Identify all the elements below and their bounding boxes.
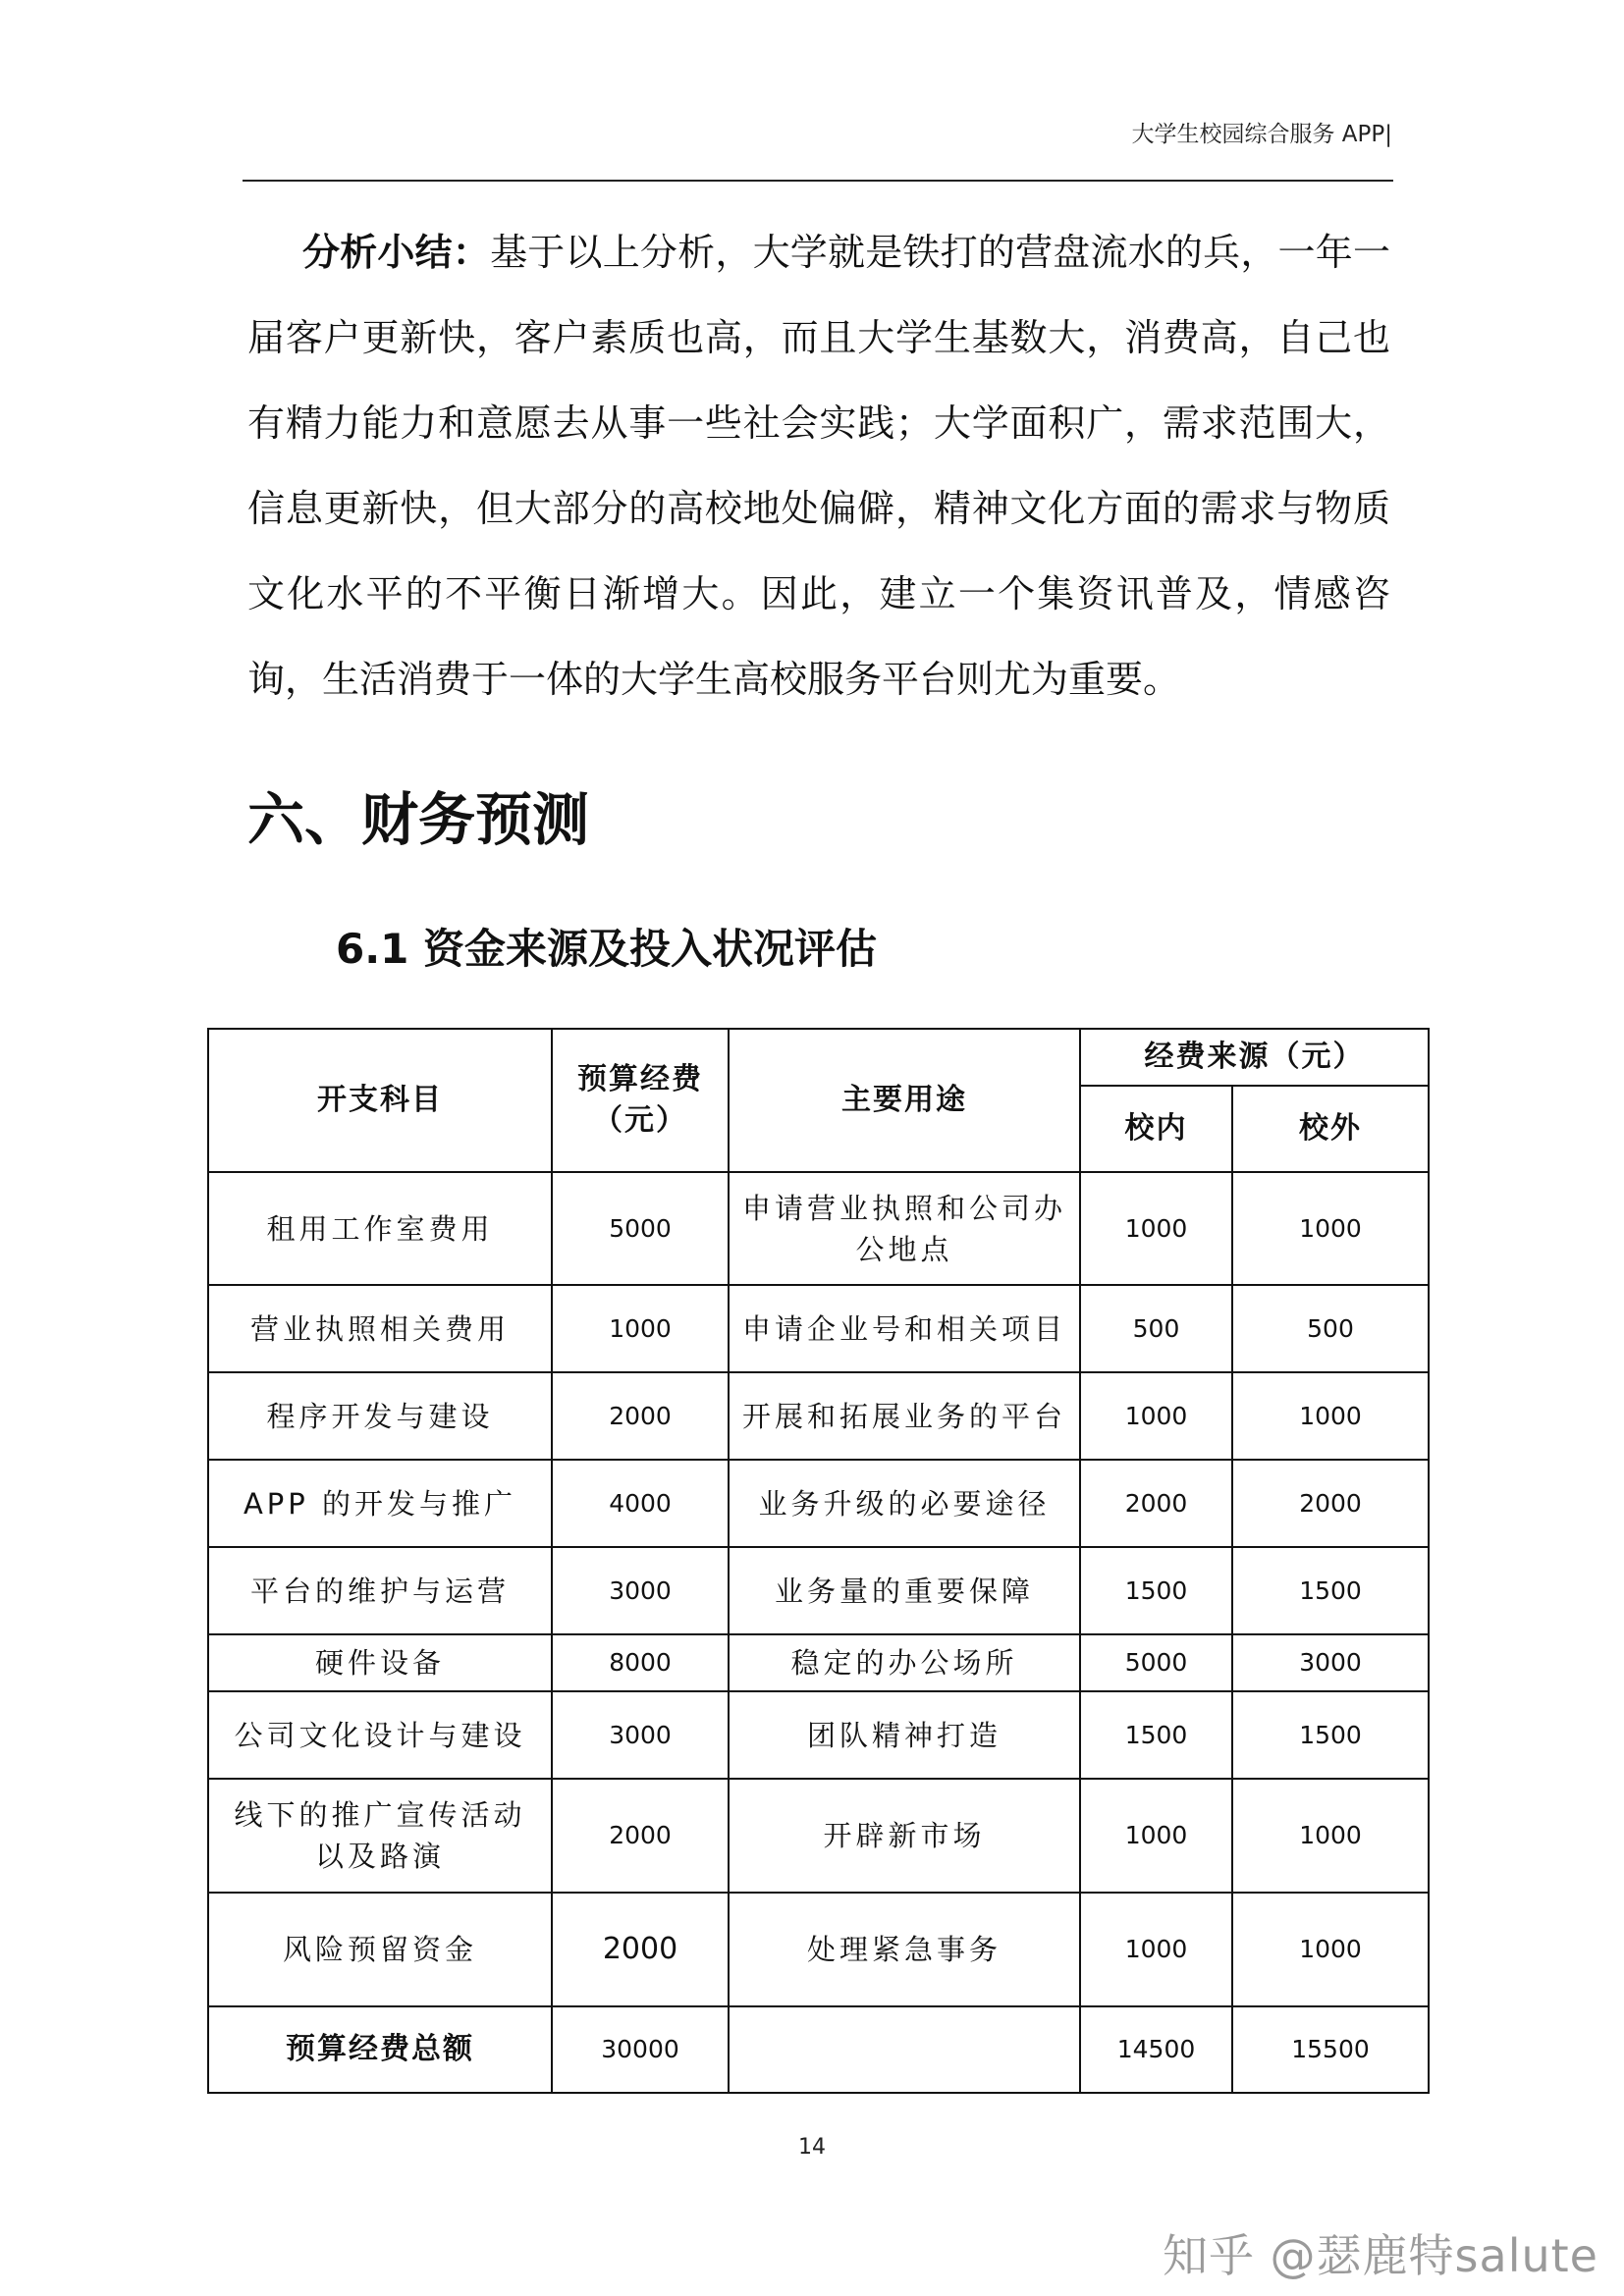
row-external: 1000 xyxy=(1232,1372,1429,1460)
row-internal: 1000 xyxy=(1080,1372,1232,1460)
subsection-heading: 6.1 资金来源及投入状况评估 xyxy=(336,925,878,973)
summary-paragraph xyxy=(247,210,1390,722)
total-budget: 30000 xyxy=(552,2006,729,2093)
row-item: 营业执照相关费用 xyxy=(208,1285,552,1372)
table-row xyxy=(208,1779,1429,1893)
row-internal: 1000 xyxy=(1080,1893,1232,2006)
row-item: 平台的维护与运营 xyxy=(208,1547,552,1634)
row-budget: 2000 xyxy=(552,1372,729,1460)
total-label: 预算经费总额 xyxy=(208,2006,552,2093)
row-usage: 业务量的重要保障 xyxy=(729,1547,1080,1634)
row-budget: 1000 xyxy=(552,1285,729,1372)
row-internal: 1500 xyxy=(1080,1691,1232,1779)
table-row xyxy=(208,1547,1429,1634)
summary-lead: 分析小结： xyxy=(302,231,491,274)
total-usage-empty xyxy=(729,2006,1080,2093)
table-total-row xyxy=(208,2006,1429,2093)
table-row xyxy=(208,1893,1429,2006)
total-internal: 14500 xyxy=(1080,2006,1232,2093)
row-item: 租用工作室费用 xyxy=(208,1172,552,1285)
total-external: 15500 xyxy=(1232,2006,1429,2093)
row-external: 1000 xyxy=(1232,1893,1429,2006)
page-number: 14 xyxy=(798,2135,826,2160)
row-item: 风险预留资金 xyxy=(208,1893,552,2006)
running-header: 大学生校园综合服务 APP| xyxy=(1131,122,1392,147)
row-external: 1000 xyxy=(1232,1172,1429,1285)
row-external: 3000 xyxy=(1232,1634,1429,1691)
row-internal: 1000 xyxy=(1080,1779,1232,1893)
row-item: 公司文化设计与建设 xyxy=(208,1691,552,1779)
row-budget: 2000 xyxy=(552,1779,729,1893)
row-budget: 3000 xyxy=(552,1547,729,1634)
row-budget: 2000 xyxy=(552,1893,729,2006)
row-internal: 500 xyxy=(1080,1285,1232,1372)
watermark: 知乎 @瑟鹿特salute xyxy=(1162,2229,1598,2282)
header-divider xyxy=(243,180,1393,182)
row-usage: 开辟新市场 xyxy=(729,1779,1080,1893)
table-row xyxy=(208,1634,1429,1691)
row-usage: 申请企业号和相关项目 xyxy=(729,1285,1080,1372)
row-internal: 5000 xyxy=(1080,1634,1232,1691)
row-internal: 1000 xyxy=(1080,1172,1232,1285)
budget-table xyxy=(207,1028,1430,2094)
row-external: 1500 xyxy=(1232,1691,1429,1779)
row-item: 线下的推广宣传活动以及路演 xyxy=(208,1779,552,1893)
row-budget: 4000 xyxy=(552,1460,729,1547)
row-usage: 业务升级的必要途径 xyxy=(729,1460,1080,1547)
row-usage: 申请营业执照和公司办公地点 xyxy=(729,1172,1080,1285)
header-usage: 主要用途 xyxy=(729,1029,1080,1172)
row-budget: 5000 xyxy=(552,1172,729,1285)
row-internal: 1500 xyxy=(1080,1547,1232,1634)
row-external: 1000 xyxy=(1232,1779,1429,1893)
row-usage: 开展和拓展业务的平台 xyxy=(729,1372,1080,1460)
table-row xyxy=(208,1172,1429,1285)
header-internal: 校内 xyxy=(1080,1086,1232,1172)
section-heading: 六、财务预测 xyxy=(247,786,590,853)
row-usage: 处理紧急事务 xyxy=(729,1893,1080,2006)
row-item: APP 的开发与推广 xyxy=(208,1460,552,1547)
row-external: 1500 xyxy=(1232,1547,1429,1634)
row-external: 500 xyxy=(1232,1285,1429,1372)
row-internal: 2000 xyxy=(1080,1460,1232,1547)
row-budget: 3000 xyxy=(552,1691,729,1779)
header-funding-source: 经费来源（元） xyxy=(1080,1029,1429,1086)
row-external: 2000 xyxy=(1232,1460,1429,1547)
row-item: 硬件设备 xyxy=(208,1634,552,1691)
table-row xyxy=(208,1285,1429,1372)
table-row xyxy=(208,1460,1429,1547)
table-row xyxy=(208,1691,1429,1779)
row-budget: 8000 xyxy=(552,1634,729,1691)
header-budget: 预算经费（元） xyxy=(552,1029,729,1172)
summary-body: 基于以上分析，大学就是铁打的营盘流水的兵，一年一届客户更新快，客户素质也高，而且大学生基数大，消费高，自己也有精力能力和意愿去从事一些社会实践；大学面积广，需求范围大，信息更新快，但大部分的高校地处偏僻，精神文化方面的需求与物质文化水平的不平衡日渐增大。因此，建立一个集资讯普及，情感咨询，生活消费于一体的大学生高校服务平台则尤为重要。 xyxy=(247,231,1390,701)
table-row xyxy=(208,1372,1429,1460)
header-external: 校外 xyxy=(1232,1086,1429,1172)
row-usage: 团队精神打造 xyxy=(729,1691,1080,1779)
header-item: 开支科目 xyxy=(208,1029,552,1172)
row-usage: 稳定的办公场所 xyxy=(729,1634,1080,1691)
row-item: 程序开发与建设 xyxy=(208,1372,552,1460)
